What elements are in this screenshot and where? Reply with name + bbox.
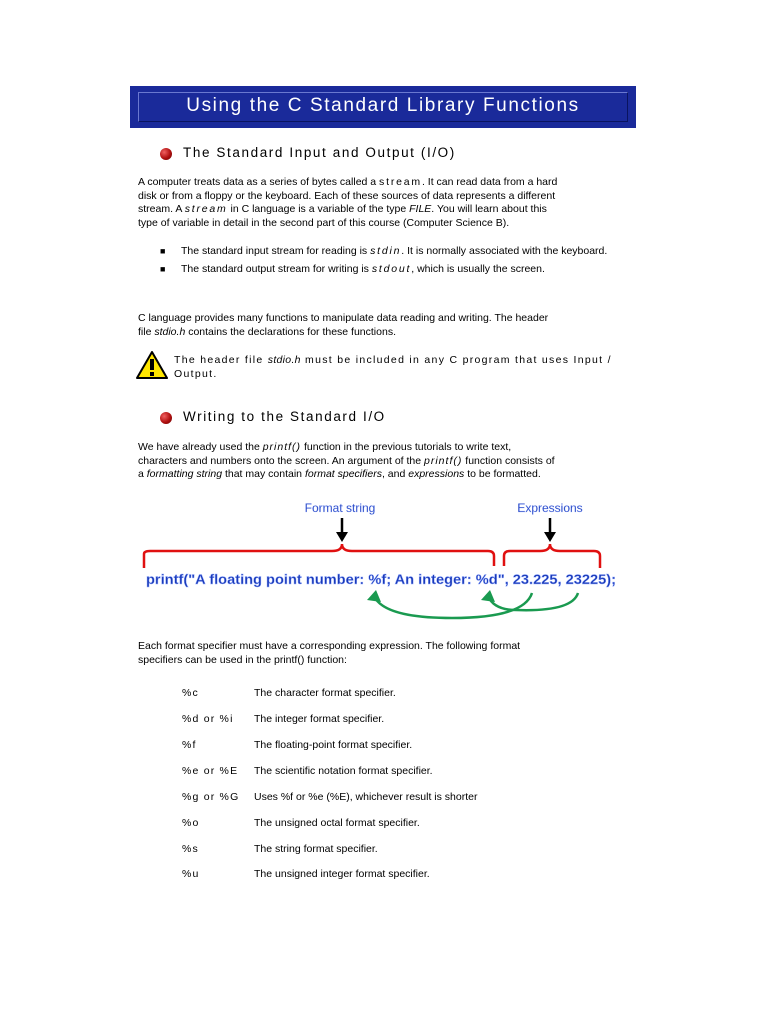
expressions-brace (504, 544, 600, 568)
square-bullet-icon: ■ (160, 246, 166, 256)
stdio-paragraph: C language provides many functions to manipulate data reading and writing. The header file stdio.h contains the declarations for these functions. (138, 312, 549, 338)
red-bullet-icon (160, 148, 172, 160)
page-title: Using the C Standard Library Functions (186, 95, 580, 116)
specifier-code: %s (182, 843, 199, 855)
specifier-code: %c (182, 687, 199, 699)
warning-icon (136, 350, 168, 380)
stream-bullet-list (160, 243, 630, 278)
specifier-code: %g or %G (182, 791, 240, 803)
specifier-description: The string format specifier. (254, 843, 378, 855)
list-item: ■ The standard output stream for writing is stdout, which is usually the screen. (160, 261, 630, 278)
stream-paragraph: A computer treats data as a series of bytes called a stream. It can read data from a hard disk or from a floppy or the keyboard. Each of these sources of data represents a different stream. A stream in C language is a variable of the type FILE. You will learn about this type of variable in detail in the second part of this course (Computer Science B). (138, 176, 558, 229)
specifier-code: %e or %E (182, 765, 239, 777)
down-arrow-icon (336, 518, 348, 542)
format-string-brace (144, 544, 494, 568)
specifier-code: %u (182, 868, 200, 880)
expression-link-arrow-int (488, 593, 578, 610)
specifier-description: Uses %f or %e (%E), whichever result is shorter (254, 791, 478, 803)
title-banner (130, 86, 636, 128)
specifier-description: The floating-point format specifier. (254, 739, 413, 751)
square-bullet-icon: ■ (160, 263, 166, 274)
arrow-head-icon (367, 590, 381, 602)
specifier-description: The scientific notation format specifier. (254, 765, 433, 777)
specifier-description: The unsigned octal format specifier. (254, 817, 420, 829)
specifier-description: The integer format specifier. (254, 713, 385, 725)
specifier-code: %o (182, 817, 200, 829)
expressions-label: Expressions (517, 501, 583, 515)
expression-link-arrow-float (374, 593, 532, 618)
section-title: The Standard Input and Output (I/O) (183, 145, 456, 160)
specifier-description: The unsigned integer format specifier. (254, 868, 430, 880)
printf-code-example: printf("A floating point number: %f; An integer: %d", 23.225, 23225); (146, 572, 616, 587)
printf-format-diagram (136, 496, 626, 626)
specifier-intro-paragraph: Each format specifier must have a corresponding expression. The following format specifiers can be used in the printf() function: (138, 640, 521, 666)
warning-note: The header file stdio.h must be included in any C program that uses Input / Output. (174, 354, 612, 380)
specifier-code: %f (182, 739, 197, 751)
printf-paragraph: We have already used the printf() function in the previous tutorials to write text, characters and numbers onto the screen. An argument of the printf() function consists of a formatting string that may contain format specifiers, and expressions to be formatted. (138, 441, 555, 481)
section-title: Writing to the Standard I/O (183, 409, 386, 424)
specifier-description: The character format specifier. (254, 687, 396, 699)
list-item: ■ The standard input stream for reading is stdin. It is normally associated with the keyboard. (160, 243, 630, 260)
red-bullet-icon (160, 412, 172, 424)
down-arrow-icon (544, 518, 556, 542)
specifier-code: %d or %i (182, 713, 234, 725)
arrow-head-icon (481, 590, 495, 602)
format-string-label: Format string (304, 501, 376, 515)
